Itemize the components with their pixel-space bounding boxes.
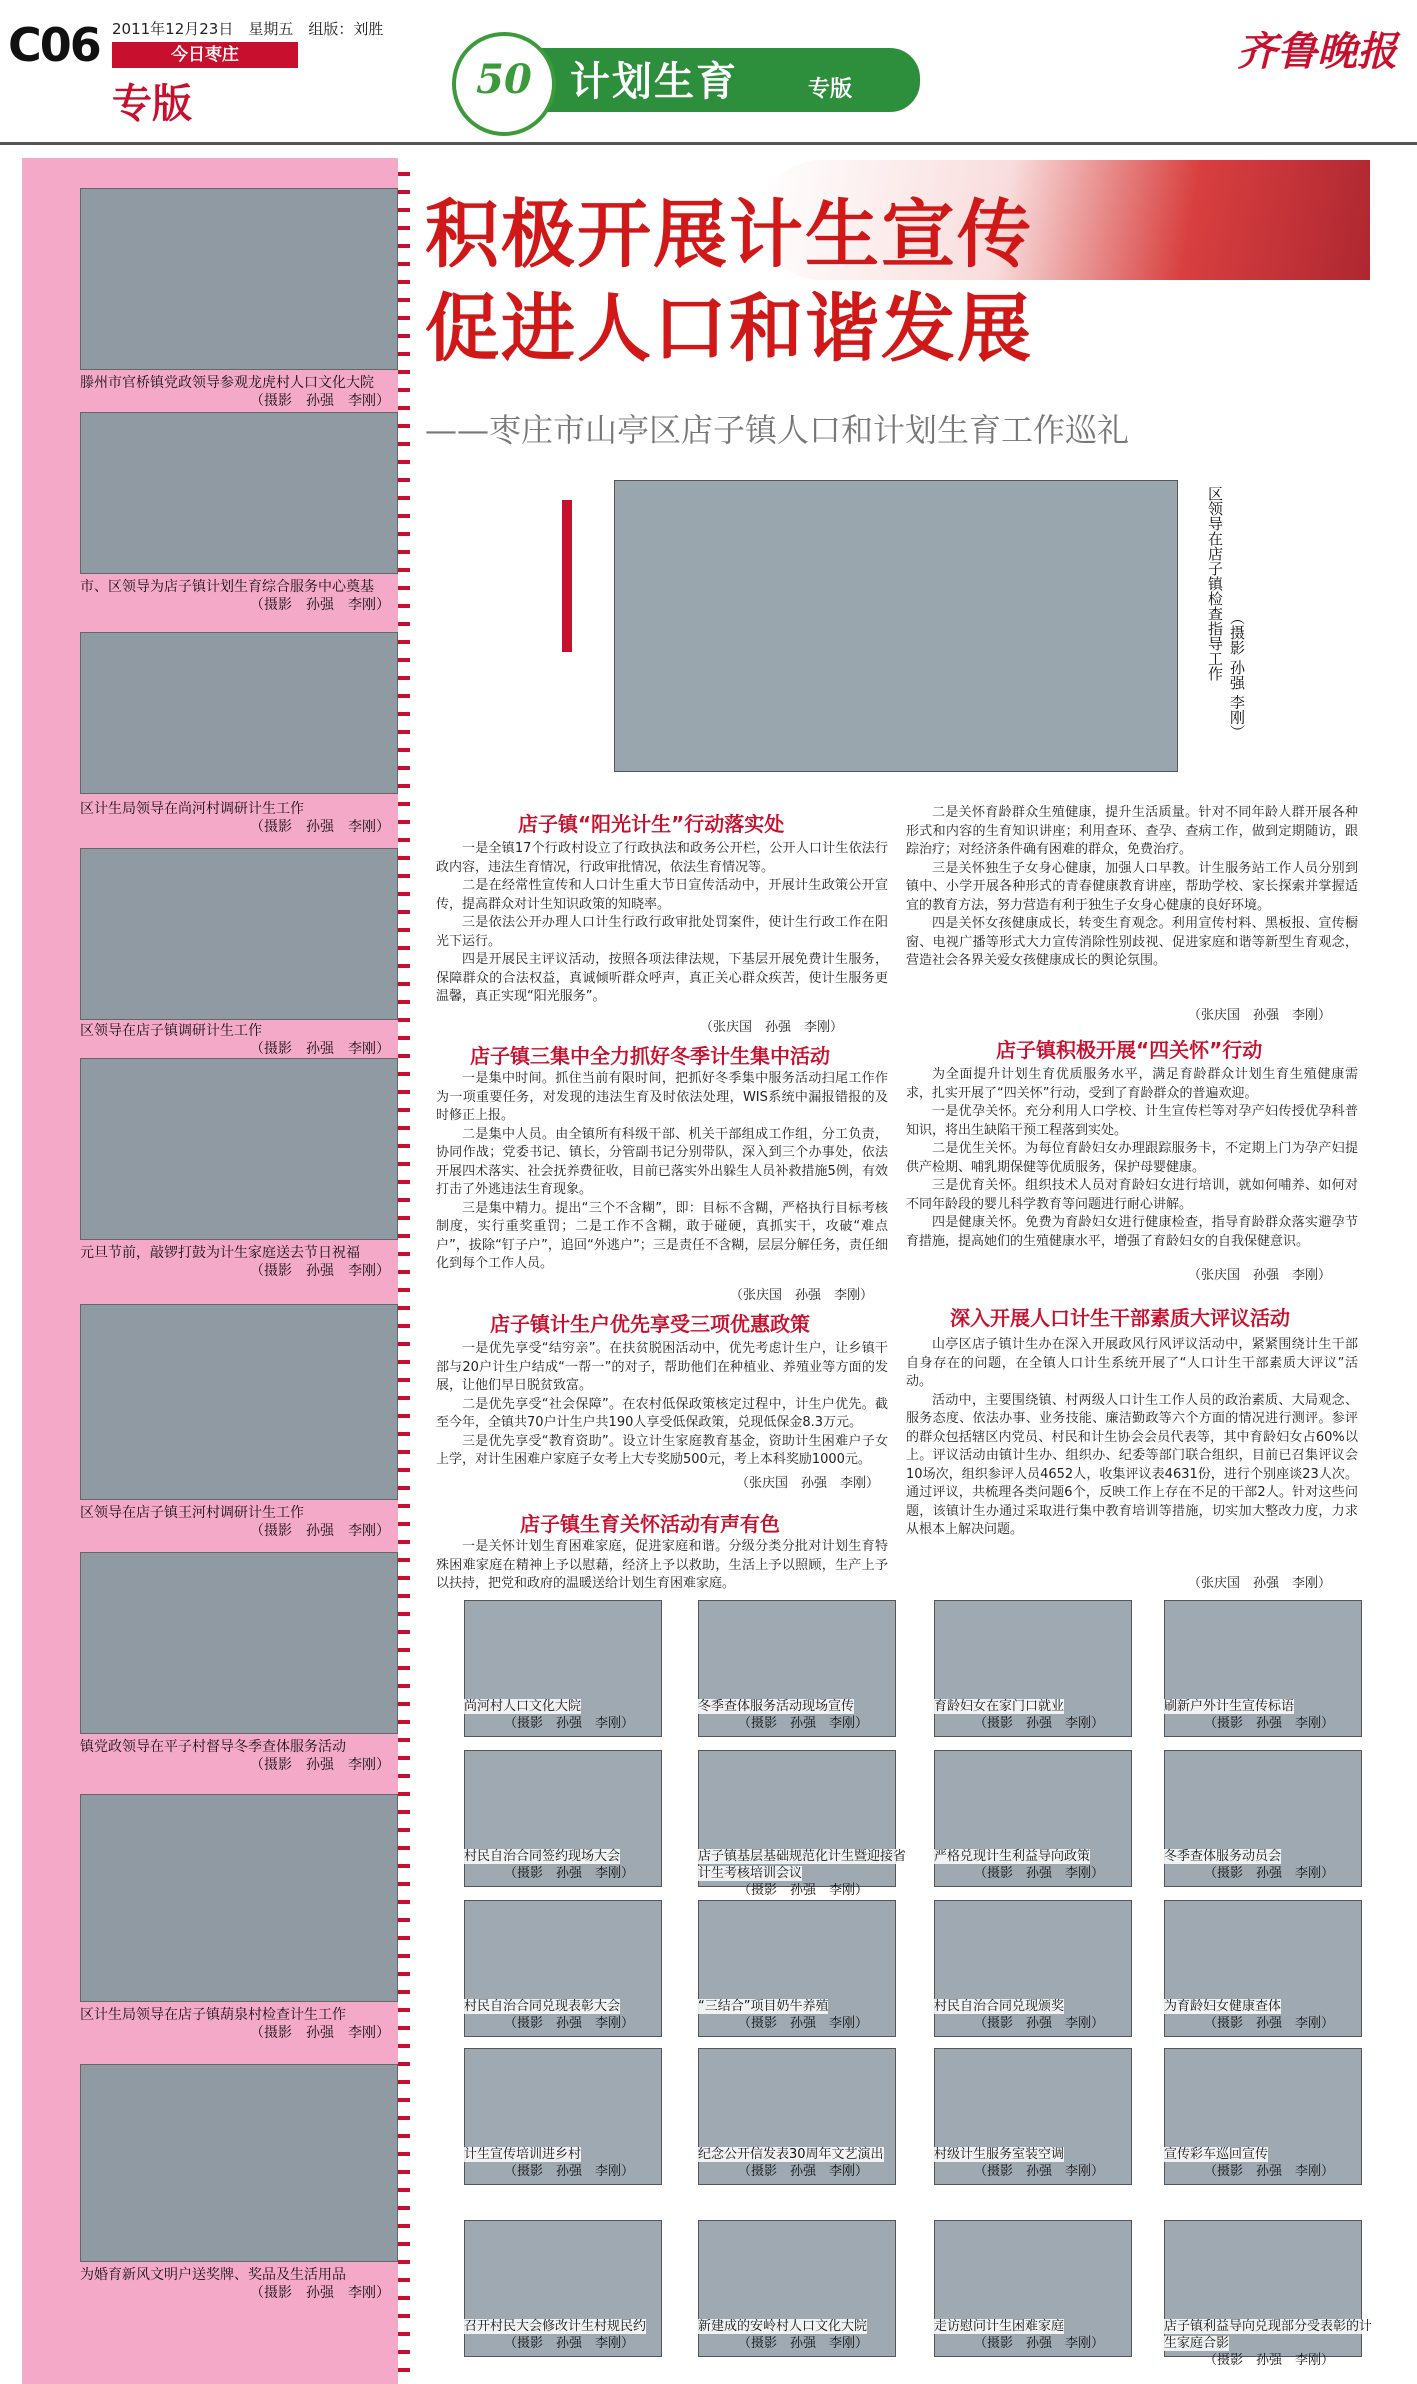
grid-photo-caption: 冬季查体服务动员会 （摄影 孙强 李刚）	[1164, 1849, 1335, 1881]
photo-left-5	[80, 1058, 398, 1240]
grid-photo-caption: 刷新户外计生宣传标语 （摄影 孙强 李刚）	[1164, 1699, 1335, 1731]
left-photo-column	[22, 158, 410, 2384]
photo-left-3	[80, 632, 398, 794]
article-body: 一是优先享受“结穷亲”。在扶贫脱困活动中，优先考虑计生户，让乡镇干部与20户计生户结成“一帮一”的对子，帮助他们在种植业、养殖业等方面的发展，让他们早日脱贫致富。 二是优先享受“社会保障”。在农村低保政策核定过程中，计生户优先。截至今年，全镇共70户计生户共190人享受低保政策，兑现低保金8.3万元。 三是优先享受“教育资助”。设立计生家庭教育基金，资助计生困难户子女上学，对计生困难户家庭子女考上大专奖励500元，考上本科奖励1000元。	[436, 1341, 888, 1467]
film-strip-border	[398, 158, 410, 2384]
article-credit: （张庆国 孙强 李刚）	[736, 1476, 880, 1491]
main-photo	[614, 480, 1178, 772]
main-photo-caption: 区领导在店子镇检查指导工作	[1206, 486, 1224, 681]
photo-left-8	[80, 1794, 398, 2002]
grid-photo-caption: 育龄妇女在家门口就业 （摄影 孙强 李刚）	[934, 1699, 1105, 1731]
grid-photo-caption: 村民自治合同兑现颁奖 （摄影 孙强 李刚）	[934, 1999, 1105, 2031]
photo-left-1	[80, 188, 398, 370]
article-title: 店子镇生育关怀活动有声有色	[520, 1512, 780, 1536]
photo-left-6	[80, 1304, 398, 1500]
photo-left-4	[80, 848, 398, 1020]
article-title: 店子镇积极开展“四关怀”行动	[996, 1038, 1263, 1062]
grid-photo-caption: 村级计生服务室装空调 （摄影 孙强 李刚）	[934, 2147, 1105, 2179]
photo-left-2	[80, 412, 398, 574]
grid-photo-caption: 冬季查体服务活动现场宣传 （摄影 孙强 李刚）	[698, 1699, 869, 1731]
article-title: 深入开展人口计生干部素质大评议活动	[950, 1306, 1290, 1330]
photo-caption: 市、区领导为店子镇计划生育综合服务中心奠基 （摄影 孙强 李刚）	[80, 579, 390, 613]
grid-photo-caption: “三结合”项目奶牛养殖 （摄影 孙强 李刚）	[698, 1999, 869, 2031]
grid-photo-caption: 尚河村人口文化大院 （摄影 孙强 李刚）	[464, 1699, 635, 1731]
page-subtitle: ——枣庄市山亭区店子镇人口和计划生育工作巡礼	[425, 411, 1130, 449]
date-line: 2011年12月23日 星期五 组版：刘胜	[112, 20, 384, 38]
main-photo-credit: （摄影 孙强 李刚）	[1228, 610, 1246, 740]
grid-photo-caption: 宣传彩车巡回宣传 （摄影 孙强 李刚）	[1164, 2147, 1335, 2179]
photo-left-9	[80, 2064, 398, 2262]
article-credit: （张庆国 孙强 李刚）	[1188, 1008, 1332, 1023]
article-title: 店子镇三集中全力抓好冬季计生集中活动	[470, 1044, 830, 1068]
article-title: 店子镇“阳光计生”行动落实处	[518, 812, 785, 836]
page-headline: 积极开展计生宣传 促进人口和谐发展	[425, 192, 1033, 372]
article-title: 店子镇计生户优先享受三项优惠政策	[490, 1312, 810, 1336]
article-body: 为全面提升计划生育优质服务水平，满足育龄群众计划生育生殖健康需求，扎实开展了“四关怀”行动，受到了育龄群众的普遍欢迎。 一是优孕关怀。充分利用人口学校、计生宣传栏等对孕产妇传授优孕科普知识，将出生缺陷干预工程落到实处。 二是优生关怀。为每位育龄妇女办理跟踪服务卡，不定期上门为孕产妇提供产检期、哺乳期保健等优质服务，保护母婴健康。 三是优育关怀。组织技术人员对育龄妇女进行培训，就如何哺养、如何对不同年龄段的婴儿科学教育等问题进行耐心讲解。 四是健康关怀。免费为育龄妇女进行健康检查，指导育龄群众落实避孕节育措施，提高她们的生殖健康水平，增强了育龄妇女的自我保健意识。	[906, 1067, 1358, 1249]
grid-photo-caption: 纪念公开信发表30周年文艺演出 （摄影 孙强 李刚）	[698, 2147, 884, 2179]
article-credit: （张庆国 孙强 李刚）	[700, 1020, 844, 1035]
photo-caption: 区领导在店子镇王河村调研计生工作 （摄影 孙强 李刚）	[80, 1505, 390, 1539]
photo-caption: 元旦节前，敲锣打鼓为计生家庭送去节日祝福 （摄影 孙强 李刚）	[80, 1245, 390, 1279]
page-number: C06	[8, 18, 100, 72]
banner-subtitle: 专版	[808, 77, 853, 102]
section-label: 今日枣庄	[112, 42, 298, 68]
grid-photo-caption: 店子镇利益导向兑现部分受表彰的计生家庭合影 （摄影 孙强 李刚）	[1164, 2319, 1373, 2368]
photo-caption: 镇党政领导在平子村督导冬季查体服务活动 （摄影 孙强 李刚）	[80, 1739, 390, 1773]
special-edition-label: 专版	[112, 81, 192, 127]
photo-left-7	[80, 1552, 398, 1734]
article-body: 一是集中时间。抓住当前有限时间，把抓好冬季集中服务活动扫尾工作作为一项重要任务，对发现的违法生育及时依法处理，WIS系统中漏报错报的及时修正上报。 二是集中人员。由全镇所有科级干部、机关干部组成工作组，分工负责，协同作战；党委书记、镇长，分管副书记分别带队，深入到三个办事处，依法开展四术落实、社会抚养费征收，目前已落实外出躲生人员补救措施5例，有效打击了外逃违法生育现象。 三是集中精力。提出“三个不含糊”，即：目标不含糊，严格执行目标考核制度，实行重奖重罚；二是工作不含糊，敢于碰硬，真抓实干，攻破“难点户”，拔除“钉子户”，追回“外逃户”；三是责任不含糊，层层分解任务，责任细化到每个工作人员。	[436, 1071, 888, 1271]
anniversary-logo: 50	[452, 32, 556, 136]
article-body: 一是关怀计划生育困难家庭，促进家庭和谐。分级分类分批对计划生育特殊困难家庭在精神上予以慰藉，经济上予以救助，生活上予以照顾，生产上予以扶持，把党和政府的温暖送给计划生育困难家庭。	[436, 1539, 888, 1591]
article-credit: （张庆国 孙强 李刚）	[730, 1288, 874, 1303]
newspaper-masthead: 齐鲁晚报	[1237, 28, 1397, 75]
banner-title: 计划生育	[570, 59, 738, 105]
photo-caption: 滕州市官桥镇党政领导参观龙虎村人口文化大院 （摄影 孙强 李刚）	[80, 375, 390, 409]
grid-photo-caption: 走访慰问计生困难家庭 （摄影 孙强 李刚）	[934, 2319, 1105, 2351]
article-credit: （张庆国 孙强 李刚）	[1188, 1268, 1332, 1283]
grid-photo-caption: 召开村民大会修改计生村规民约 （摄影 孙强 李刚）	[464, 2319, 647, 2351]
photo-caption: 区计生局领导在尚河村调研计生工作 （摄影 孙强 李刚）	[80, 801, 390, 835]
grid-photo-caption: 村民自治合同签约现场大会 （摄影 孙强 李刚）	[464, 1849, 635, 1881]
accent-bar	[562, 500, 572, 652]
photo-caption: 为婚育新风文明户送奖牌、奖品及生活用品 （摄影 孙强 李刚）	[80, 2267, 390, 2301]
photo-caption: 区领导在店子镇调研计生工作 （摄影 孙强 李刚）	[80, 1023, 390, 1057]
article-body-continued: 二是关怀育龄群众生殖健康，提升生活质量。针对不同年龄人群开展各种形式和内容的生育知识讲座；利用查环、查孕、查病工作，做到定期随访，跟踪治疗；对经济条件确有困难的群众，免费治疗。 三是关怀独生子女身心健康，加强人口早教。计生服务站工作人员分别到镇中、小学开展各种形式的青春健康教育讲座，帮助学校、家长探索并掌握适宜的教育方法，努力营造有利于独生子女身心健康的良好环境。 四是关怀女孩健康成长，转变生育观念。利用宣传村料、黑板报、宣传橱窗、电视广播等形式大力宣传消除性别歧视、促进家庭和谐等新型生育观念，营造社会各界关爱女孩健康成长的舆论氛围。	[906, 805, 1358, 968]
article-body: 一是全镇17个行政村设立了行政执法和政务公开栏，公开人口计生依法行政内容，违法生育情况，行政审批情况，依法生育情况等。 二是在经常性宣传和人口计生重大节日宣传活动中，开展计生政策公开宣传，提高群众对计生知识政策的知晓率。 三是依法公开办理人口计生行政行政审批处罚案件，使计生行政工作在阳光下运行。 四是开展民主评议活动，按照各项法律法规，下基层开展免费计生服务，保障群众的合法权益，真诚倾听群众呼声，真正关心群众疾苦，使计生服务更温馨，真正实现“阳光服务”。	[436, 841, 888, 1004]
grid-photo-caption: 严格兑现计生利益导向政策 （摄影 孙强 李刚）	[934, 1849, 1105, 1881]
grid-photo-caption: 店子镇基层基础规范化计生暨迎接省计生考核培训会议 （摄影 孙强 李刚）	[698, 1849, 907, 1898]
article-credit: （张庆国 孙强 李刚）	[1188, 1576, 1332, 1591]
photo-caption: 区计生局领导在店子镇葫泉村检查计生工作 （摄影 孙强 李刚）	[80, 2007, 390, 2041]
header-divider	[0, 142, 1417, 145]
grid-photo-caption: 村民自治合同兑现表彰大会 （摄影 孙强 李刚）	[464, 1999, 635, 2031]
grid-photo-caption: 计生宣传培训进乡村 （摄影 孙强 李刚）	[464, 2147, 635, 2179]
grid-photo-caption: 为育龄妇女健康查体 （摄影 孙强 李刚）	[1164, 1999, 1335, 2031]
article-body: 山亭区店子镇计生办在深入开展政风行风评议活动中，紧紧围绕计生干部自身存在的问题，在全镇人口计生系统开展了“人口计生干部素质大评议”活动。 活动中，主要围绕镇、村两级人口计生工作人员的政治素质、大局观念、服务态度、依法办事、业务技能、廉洁勤政等六个方面的情况进行测评。参评的群众包括辖区内党员、村民和计生协会会员代表等，其中育龄妇女占60%以上。评议活动由镇计生办、组织办、纪委等部门联合组织，目前已召集评议会10场次，组织参评人员4652人，收集评议表4631份，进行个别座谈23人次。通过评议，共梳理各类问题6个，反映工作上存在不足的干部2人。针对这些问题，该镇计生办通过采取进行集中教育培训等措施，切实加大整改力度，力求从根本上解决问题。	[906, 1337, 1358, 1537]
grid-photo-caption: 新建成的安岭村人口文化大院 （摄影 孙强 李刚）	[698, 2319, 869, 2351]
